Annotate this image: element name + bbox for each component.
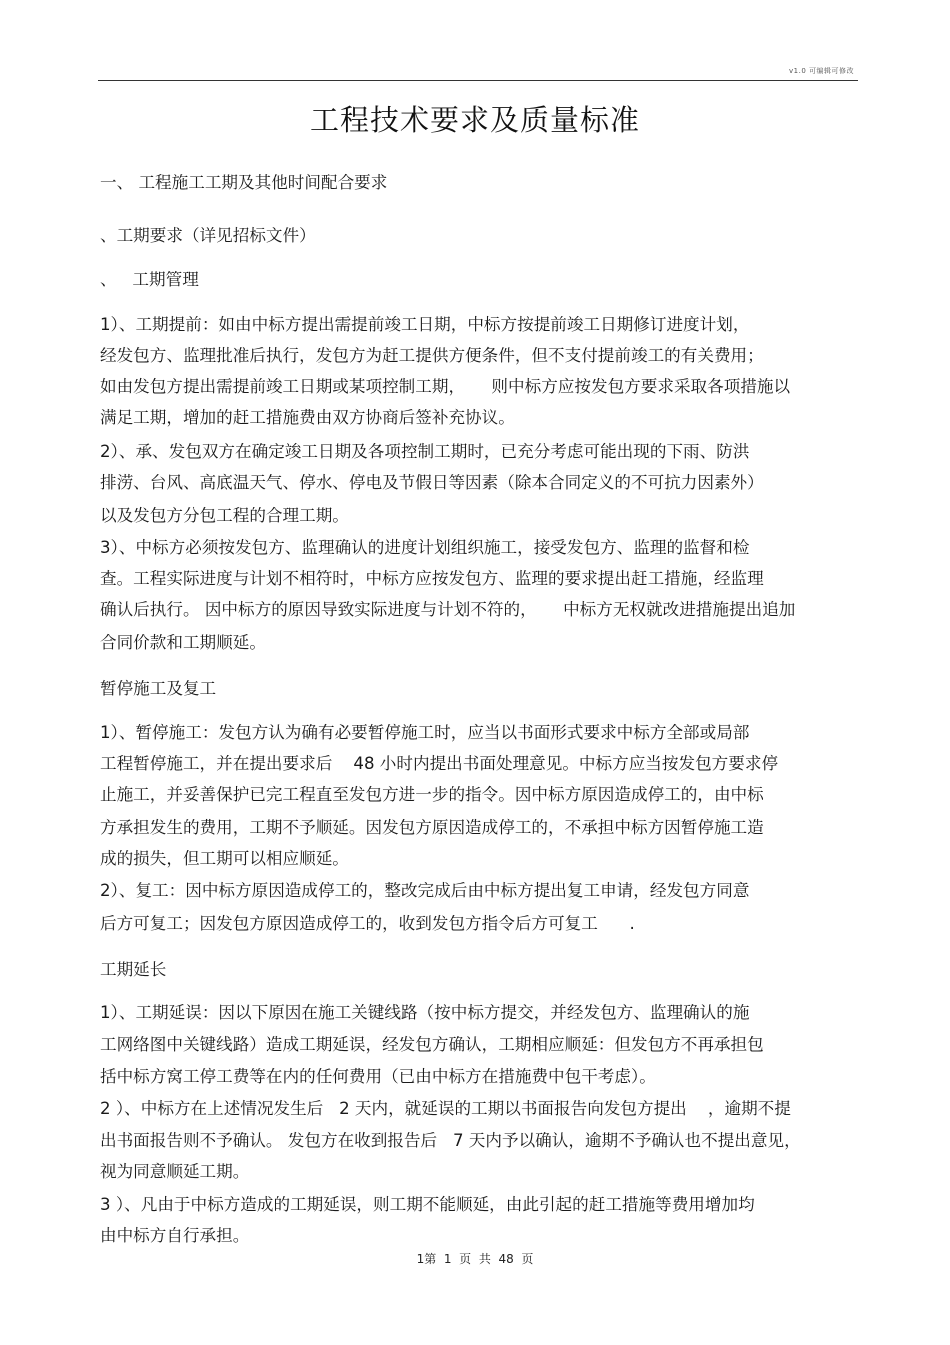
subsection-heading: 、工期要求（详见招标文件） (100, 226, 316, 245)
paragraph-line: 1）、工期延误：因以下原因在施工关键线路（按中标方提交，并经发包方、监理确认的施 (100, 1003, 750, 1022)
paragraph-line: 如由发包方提出需提前竣工日期或某项控制工期， 则中标方应按发包方要求采取各项措施以 (100, 377, 791, 396)
paragraph-line: 3 ）、凡由于中标方造成的工期延误，则工期不能顺延，由此引起的赶工措施等费用增加均 (100, 1195, 755, 1214)
paragraph-line: 1）、暂停施工：发包方认为确有必要暂停施工时，应当以书面形式要求中标方全部或局部 (100, 723, 750, 742)
page-number: 1第 1 页 共 48 页 (416, 1252, 534, 1266)
paragraph-line: 方承担发生的费用，工期不予顺延。因发包方原因造成停工的，不承担中标方因暂停施工造 (100, 818, 764, 837)
paragraph-line: 工程暂停施工，并在提出要求后 48 小时内提出书面处理意见。中标方应当按发包方要求停 (100, 754, 779, 773)
version-tag: v1.0 可编辑可修改 (789, 67, 854, 75)
paragraph-line: 工网络图中关键线路）造成工期延误，经发包方确认，工期相应顺延：但发包方不再承担包 (100, 1035, 764, 1054)
paragraph-line: 由中标方自行承担。 (100, 1226, 250, 1245)
paragraph-line: 2 ）、中标方在上述情况发生后 2 天内，就延误的工期以书面报告向发包方提出 ，逾期不提 (100, 1099, 791, 1118)
paragraph-line: 1）、工期提前：如由中标方提出需提前竣工日期，中标方按提前竣工日期修订进度计划， (100, 315, 750, 334)
paragraph-line: 以及发包方分包工程的合理工期。 (100, 506, 349, 525)
paragraph-line: 括中标方窝工停工费等在内的任何费用（已由中标方在措施费中包干考虑）。 (100, 1067, 656, 1086)
paragraph-line: 3）、中标方必须按发包方、监理确认的进度计划组织施工，接受发包方、监理的监督和检 (100, 538, 750, 557)
header-rule (98, 80, 858, 81)
paragraph-line: 排涝、台风、高底温天气、停水、停电及节假日等因素（除本合同定义的不可抗力因素外） (100, 473, 764, 492)
paragraph-line: 确认后执行。 因中标方的原因导致实际进度与计划不符的， 中标方无权就改进措施提出追加 (100, 600, 796, 619)
subsection-heading: 暂停施工及复工 (100, 679, 217, 698)
paragraph-line: 经发包方、监理批准后执行，发包方为赶工提供方便条件，但不支付提前竣工的有关费用； (100, 346, 764, 365)
paragraph-line: 成的损失，但工期可以相应顺延。 (100, 849, 349, 868)
subsection-heading: 、 工期管理 (100, 270, 199, 289)
paragraph-line: 止施工，并妥善保护已完工程直至发包方进一步的指令。因中标方原因造成停工的，由中标 (100, 785, 764, 804)
paragraph-line: 2）、复工：因中标方原因造成停工的，整改完成后由中标方提出复工申请，经发包方同意 (100, 881, 750, 900)
paragraph-line: 视为同意顺延工期。 (100, 1162, 250, 1181)
paragraph-line: 出书面报告则不予确认。 发包方在收到报告后 7 天内予以确认，逾期不予确认也不提出意见， (100, 1131, 801, 1150)
paragraph-line: 2）、承、发包双方在确定竣工日期及各项控制工期时，已充分考虑可能出现的下雨、防洪 (100, 442, 750, 461)
paragraph-line: 后方可复工；因发包方原因造成停工的，收到发包方指令后方可复工 . (100, 914, 635, 933)
subsection-heading: 工期延长 (100, 960, 167, 979)
paragraph-line: 查。工程实际进度与计划不相符时，中标方应按发包方、监理的要求提出赶工措施，经监理 (100, 569, 764, 588)
section-heading: 一、 工程施工工期及其他时间配合要求 (100, 173, 388, 192)
paragraph-line: 合同价款和工期顺延。 (100, 633, 266, 652)
document-title: 工程技术要求及质量标准 (309, 103, 640, 137)
paragraph-line: 满足工期，增加的赶工措施费由双方协商后签补充协议。 (100, 408, 515, 427)
